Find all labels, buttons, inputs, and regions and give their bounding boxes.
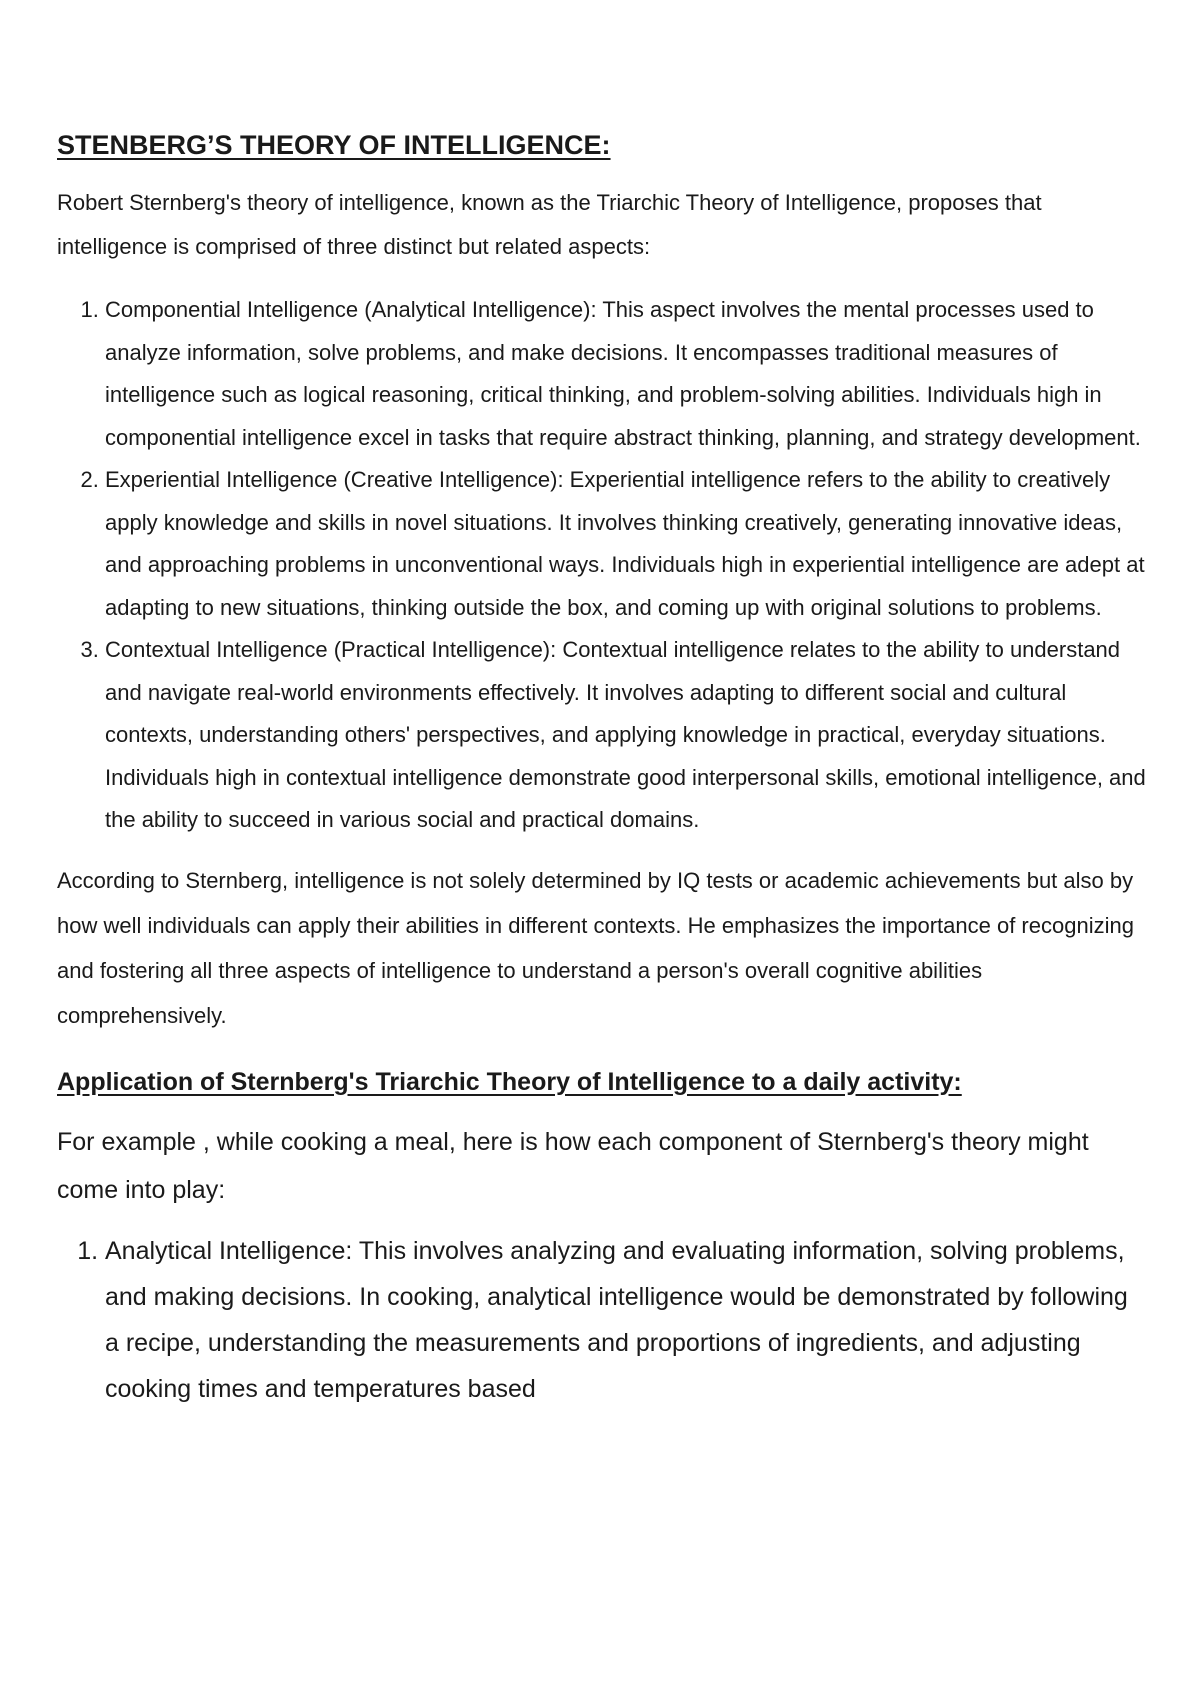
example-paragraph: For example , while cooking a meal, here is how each component of Sternberg's theory might come into play: <box>57 1127 1089 1204</box>
application-list <box>57 1228 1147 1412</box>
application-heading: Application of Sternberg's Triarchic Theory of Intelligence to a daily activity: <box>57 1067 962 1096</box>
list-item-experiential: 2. Experiential Intelligence (Creative Intelligence): Experiential intelligence refers to the ability to creatively apply knowledge and skills in novel situations. It involves thinking creatively, generating innovative ideas, and approaching problems in unconventional ways. Individuals high in experiential intelligence are adept at adapting to new situations, thinking outside the box, and coming up with original solutions to problems. <box>105 459 1147 629</box>
list-item-analytical: 1. Analytical Intelligence: This involves analyzing and evaluating information, solving problems, and making decisions. In cooking, analytical intelligence would be demonstrated by following a recipe, understanding the measurements and proportions of ingredients, and adjusting cooking times and temperatures based <box>105 1228 1147 1412</box>
list-item-componential: 1. Componential Intelligence (Analytical Intelligence): This aspect involves the mental processes used to analyze information, solve problems, and make decisions. It encompasses traditional measures of intelligence such as logical reasoning, critical thinking, and problem-solving abilities. Individuals high in componential intelligence excel in tasks that require abstract thinking, planning, and strategy development. <box>105 289 1147 459</box>
list-item-contextual: 3. Contextual Intelligence (Practical Intelligence): Contextual intelligence relates to the ability to understand and navigate real-world environments effectively. It involves adapting to different social and cultural contexts, understanding others' perspectives, and applying knowledge in practical, everyday situations. Individuals high in contextual intelligence demonstrate good interpersonal skills, emotional intelligence, and the ability to succeed in various social and practical domains. <box>105 629 1147 842</box>
aspects-list <box>57 289 1147 842</box>
document-title: STENBERG’S THEORY OF INTELLIGENCE: <box>57 130 611 160</box>
document-page <box>57 130 1147 1412</box>
conclusion-paragraph: According to Sternberg, intelligence is not solely determined by IQ tests or academic achievements but also by how well individuals can apply their abilities in different contexts. He emphasizes the importance of recognizing and fostering all three aspects of intelligence to understand a person's overall cognitive abilities comprehensively. <box>57 867 1134 1028</box>
intro-paragraph: Robert Sternberg's theory of intelligence, known as the Triarchic Theory of Intelligence, proposes that intelligence is comprised of three distinct but related aspects: <box>57 190 1042 259</box>
